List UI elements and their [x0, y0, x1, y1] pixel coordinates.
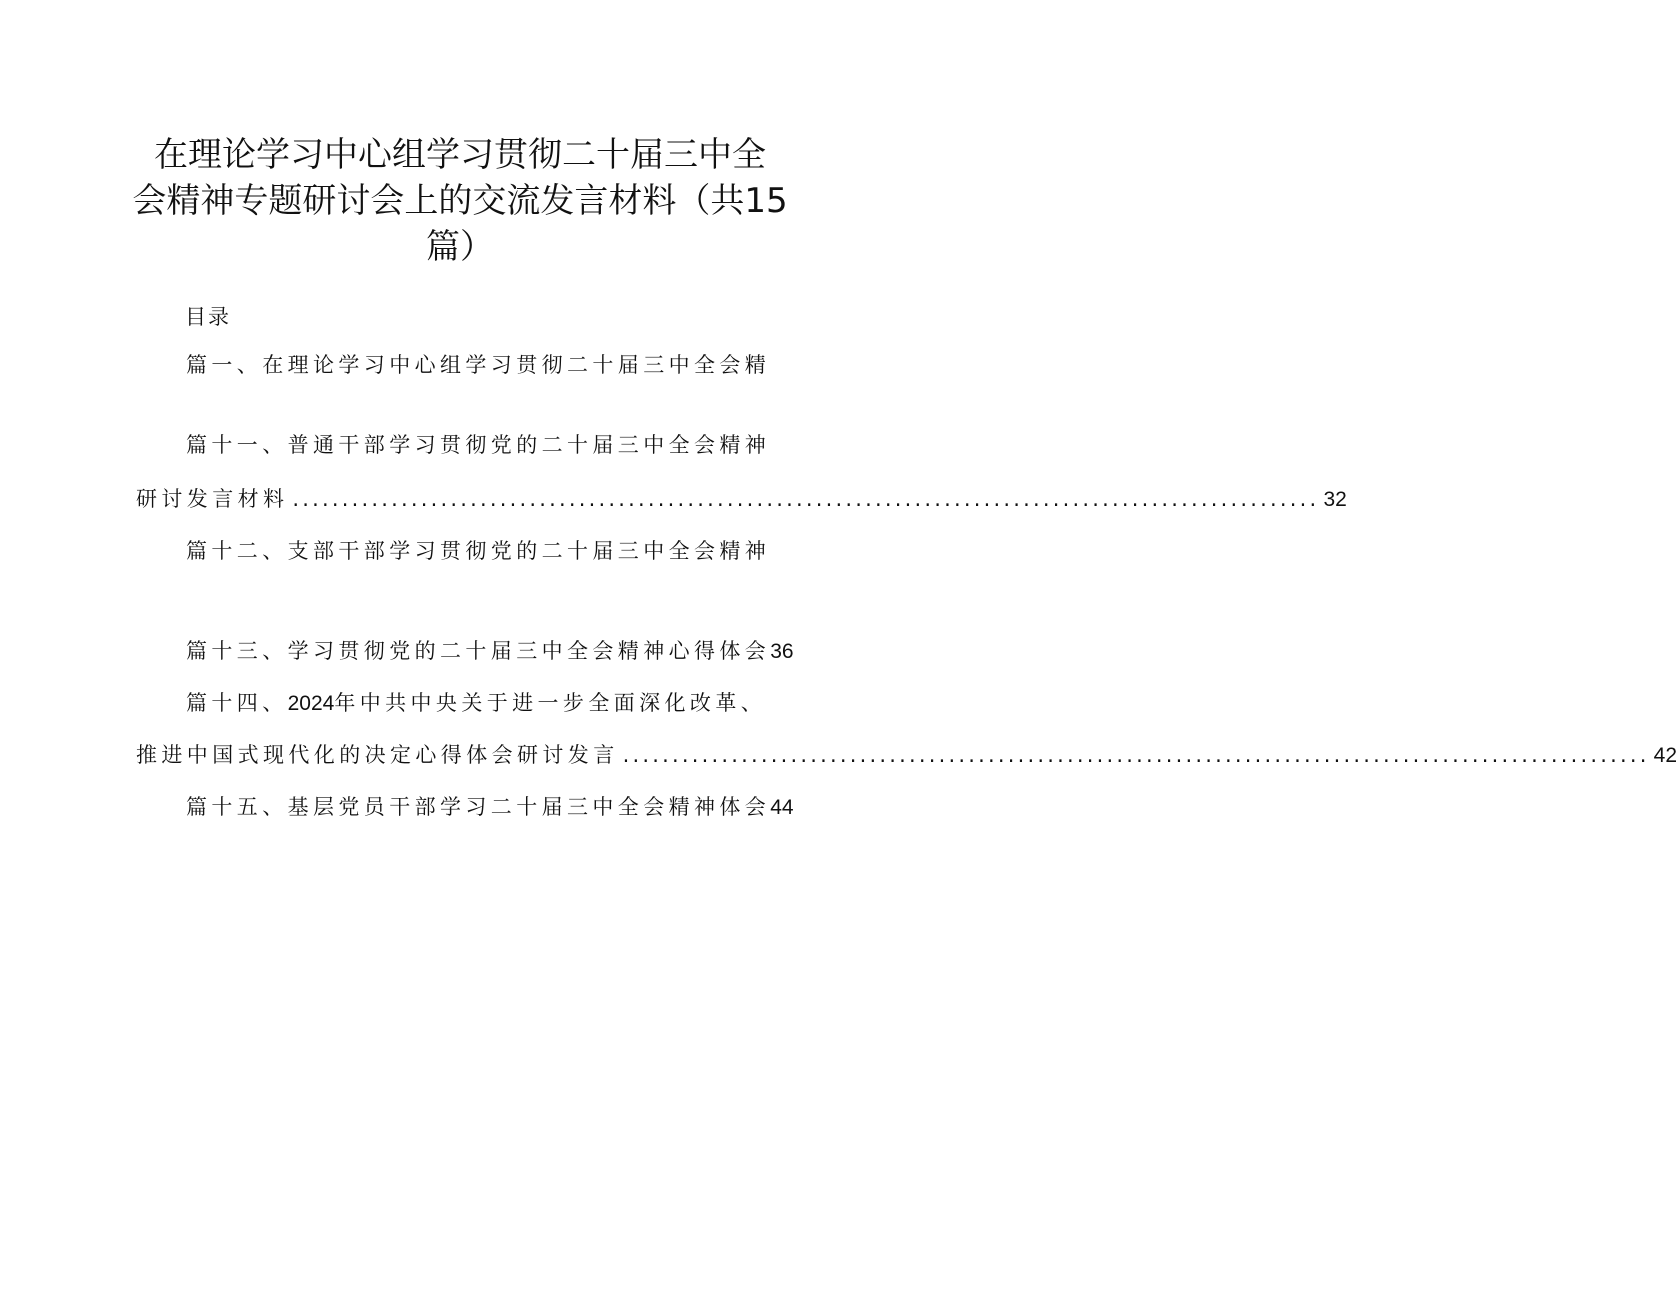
toc-entry-11-continued[interactable] [136, 484, 1347, 515]
toc-entry-15-text: 篇十五、基层党员干部学习二十届三中全会精神体会 [186, 795, 771, 819]
toc-page-number: 42 [1653, 744, 1677, 767]
toc-entry-11-line-2: 研讨发言材料 [136, 487, 289, 511]
toc-entry-11[interactable] [186, 430, 771, 460]
toc-entry-14-prefix: 篇十四、 [186, 691, 288, 715]
toc-entry-14[interactable] [186, 688, 767, 719]
title-line-1: 在理论学习中心组学习贯彻二十届三中全 [154, 135, 766, 175]
toc-leader-dots: ........................................................................................................ [292, 487, 1320, 511]
toc-entry-12-text: 篇十二、支部干部学习贯彻党的二十届三中全会精神 [186, 539, 771, 563]
toc-entry-15[interactable] [186, 792, 794, 823]
toc-page-number: 44 [770, 796, 794, 819]
toc-entry-13[interactable] [186, 636, 794, 667]
toc-page-number: 36 [770, 640, 794, 663]
title-line-3: 篇） [426, 227, 494, 267]
toc-leader-dots: ........................................................................................................ [622, 743, 1650, 767]
toc-entry-13-text: 篇十三、学习贯彻党的二十届三中全会精神心得体会 [186, 639, 771, 663]
toc-page-number: 32 [1323, 488, 1347, 511]
toc-entry-14-year: 2024 [287, 692, 335, 715]
document-title [120, 132, 800, 270]
toc-entry-14-rest: 年中共中央关于进一步全面深化改革、 [334, 691, 767, 715]
toc-heading: 目录 [185, 305, 231, 329]
title-line-2: 会精神专题研讨会上的交流发言材料（共15 [132, 181, 788, 221]
toc-entry-1-text: 篇一、在理论学习中心组学习贯彻二十届三中全会精 [186, 353, 771, 377]
toc-entry-12[interactable] [186, 536, 771, 566]
toc-entry-1[interactable] [186, 350, 771, 380]
toc-entry-11-line-1: 篇十一、普通干部学习贯彻党的二十届三中全会精神 [186, 433, 771, 457]
toc-entry-14-line-2: 推进中国式现代化的决定心得体会研讨发言 [136, 743, 619, 767]
toc-entry-14-continued[interactable] [136, 740, 1677, 771]
